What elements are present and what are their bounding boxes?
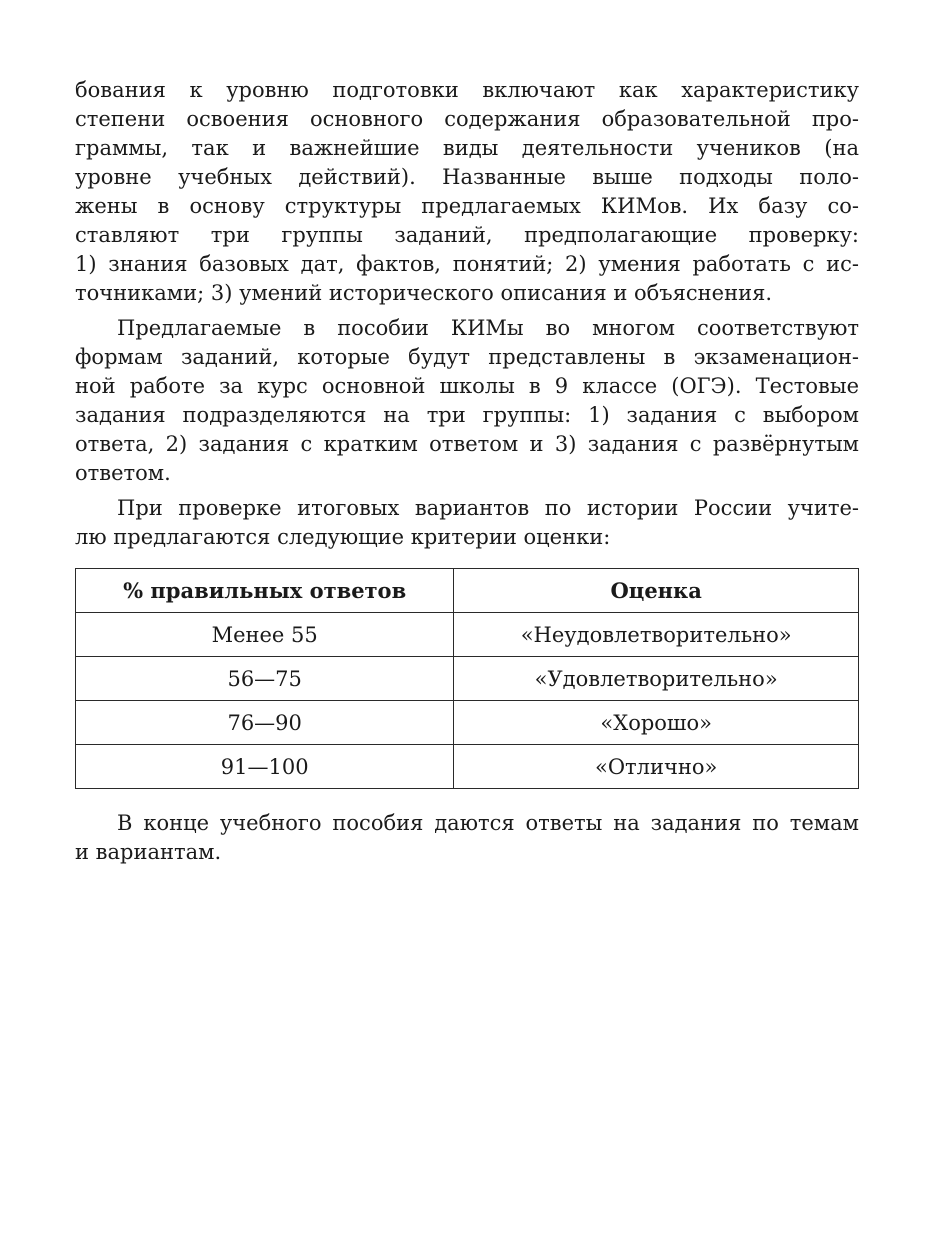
table-row — [76, 701, 859, 745]
text-line: граммы, так и важнейшие виды деятельности учеников (на — [75, 136, 859, 160]
table-row — [76, 613, 859, 657]
text-line: В конце учебного пособия даются ответы на задания по темам — [117, 811, 859, 835]
text-line: ной работе за курс основной школы в 9 классе (ОГЭ). Тестовые — [75, 374, 859, 398]
grade-cell: «Хорошо» — [454, 701, 859, 745]
text-line: ответом. — [75, 461, 171, 485]
text-line: При проверке итоговых вариантов по истории России учите- — [117, 496, 859, 520]
grading-criteria-table — [75, 568, 859, 789]
text-line: ответа, 2) задания с кратким ответом и 3) задания с развёрнутым — [75, 432, 859, 456]
text-line: жены в основу структуры предлагаемых КИМов. Их базу со- — [75, 194, 859, 218]
paragraph-answers-note — [75, 809, 859, 867]
percent-cell: 91—100 — [76, 745, 454, 789]
grade-cell: «Неудовлетворительно» — [454, 613, 859, 657]
text-line: Предлагаемые в пособии КИМы во многом соответствуют — [117, 316, 859, 340]
paragraph-task-forms — [75, 314, 859, 488]
text-line: ставляют три группы заданий, предполагающие проверку: — [75, 223, 859, 247]
percent-cell: Менее 55 — [76, 613, 454, 657]
percent-cell: 56—75 — [76, 657, 454, 701]
text-line: лю предлагаются следующие критерии оценки: — [75, 525, 611, 549]
text-line: точниками; 3) умений исторического описания и объяснения. — [75, 281, 772, 305]
text-line: и вариантам. — [75, 840, 222, 864]
percent-cell: 76—90 — [76, 701, 454, 745]
grade-cell: «Удовлетворительно» — [454, 657, 859, 701]
paragraph-requirements — [75, 76, 859, 308]
table-row — [76, 657, 859, 701]
text-line: формам заданий, которые будут представлены в экзаменацион- — [75, 345, 859, 369]
text-line: бования к уровню подготовки включают как характеристику — [75, 78, 859, 102]
grade-cell: «Отлично» — [454, 745, 859, 789]
text-line: 1) знания базовых дат, фактов, понятий; 2) умения работать с ис- — [75, 252, 859, 276]
header-percent-correct: % правильных ответов — [76, 569, 454, 613]
text-line: задания подразделяются на три группы: 1) задания с выбором — [75, 403, 859, 427]
page-content — [75, 76, 859, 867]
header-grade: Оценка — [454, 569, 859, 613]
table-header-row — [76, 569, 859, 613]
text-line: уровне учебных действий). Названные выше подходы поло- — [75, 165, 859, 189]
paragraph-criteria-intro — [75, 494, 859, 552]
text-line: степени освоения основного содержания образовательной про- — [75, 107, 859, 131]
table-row — [76, 745, 859, 789]
